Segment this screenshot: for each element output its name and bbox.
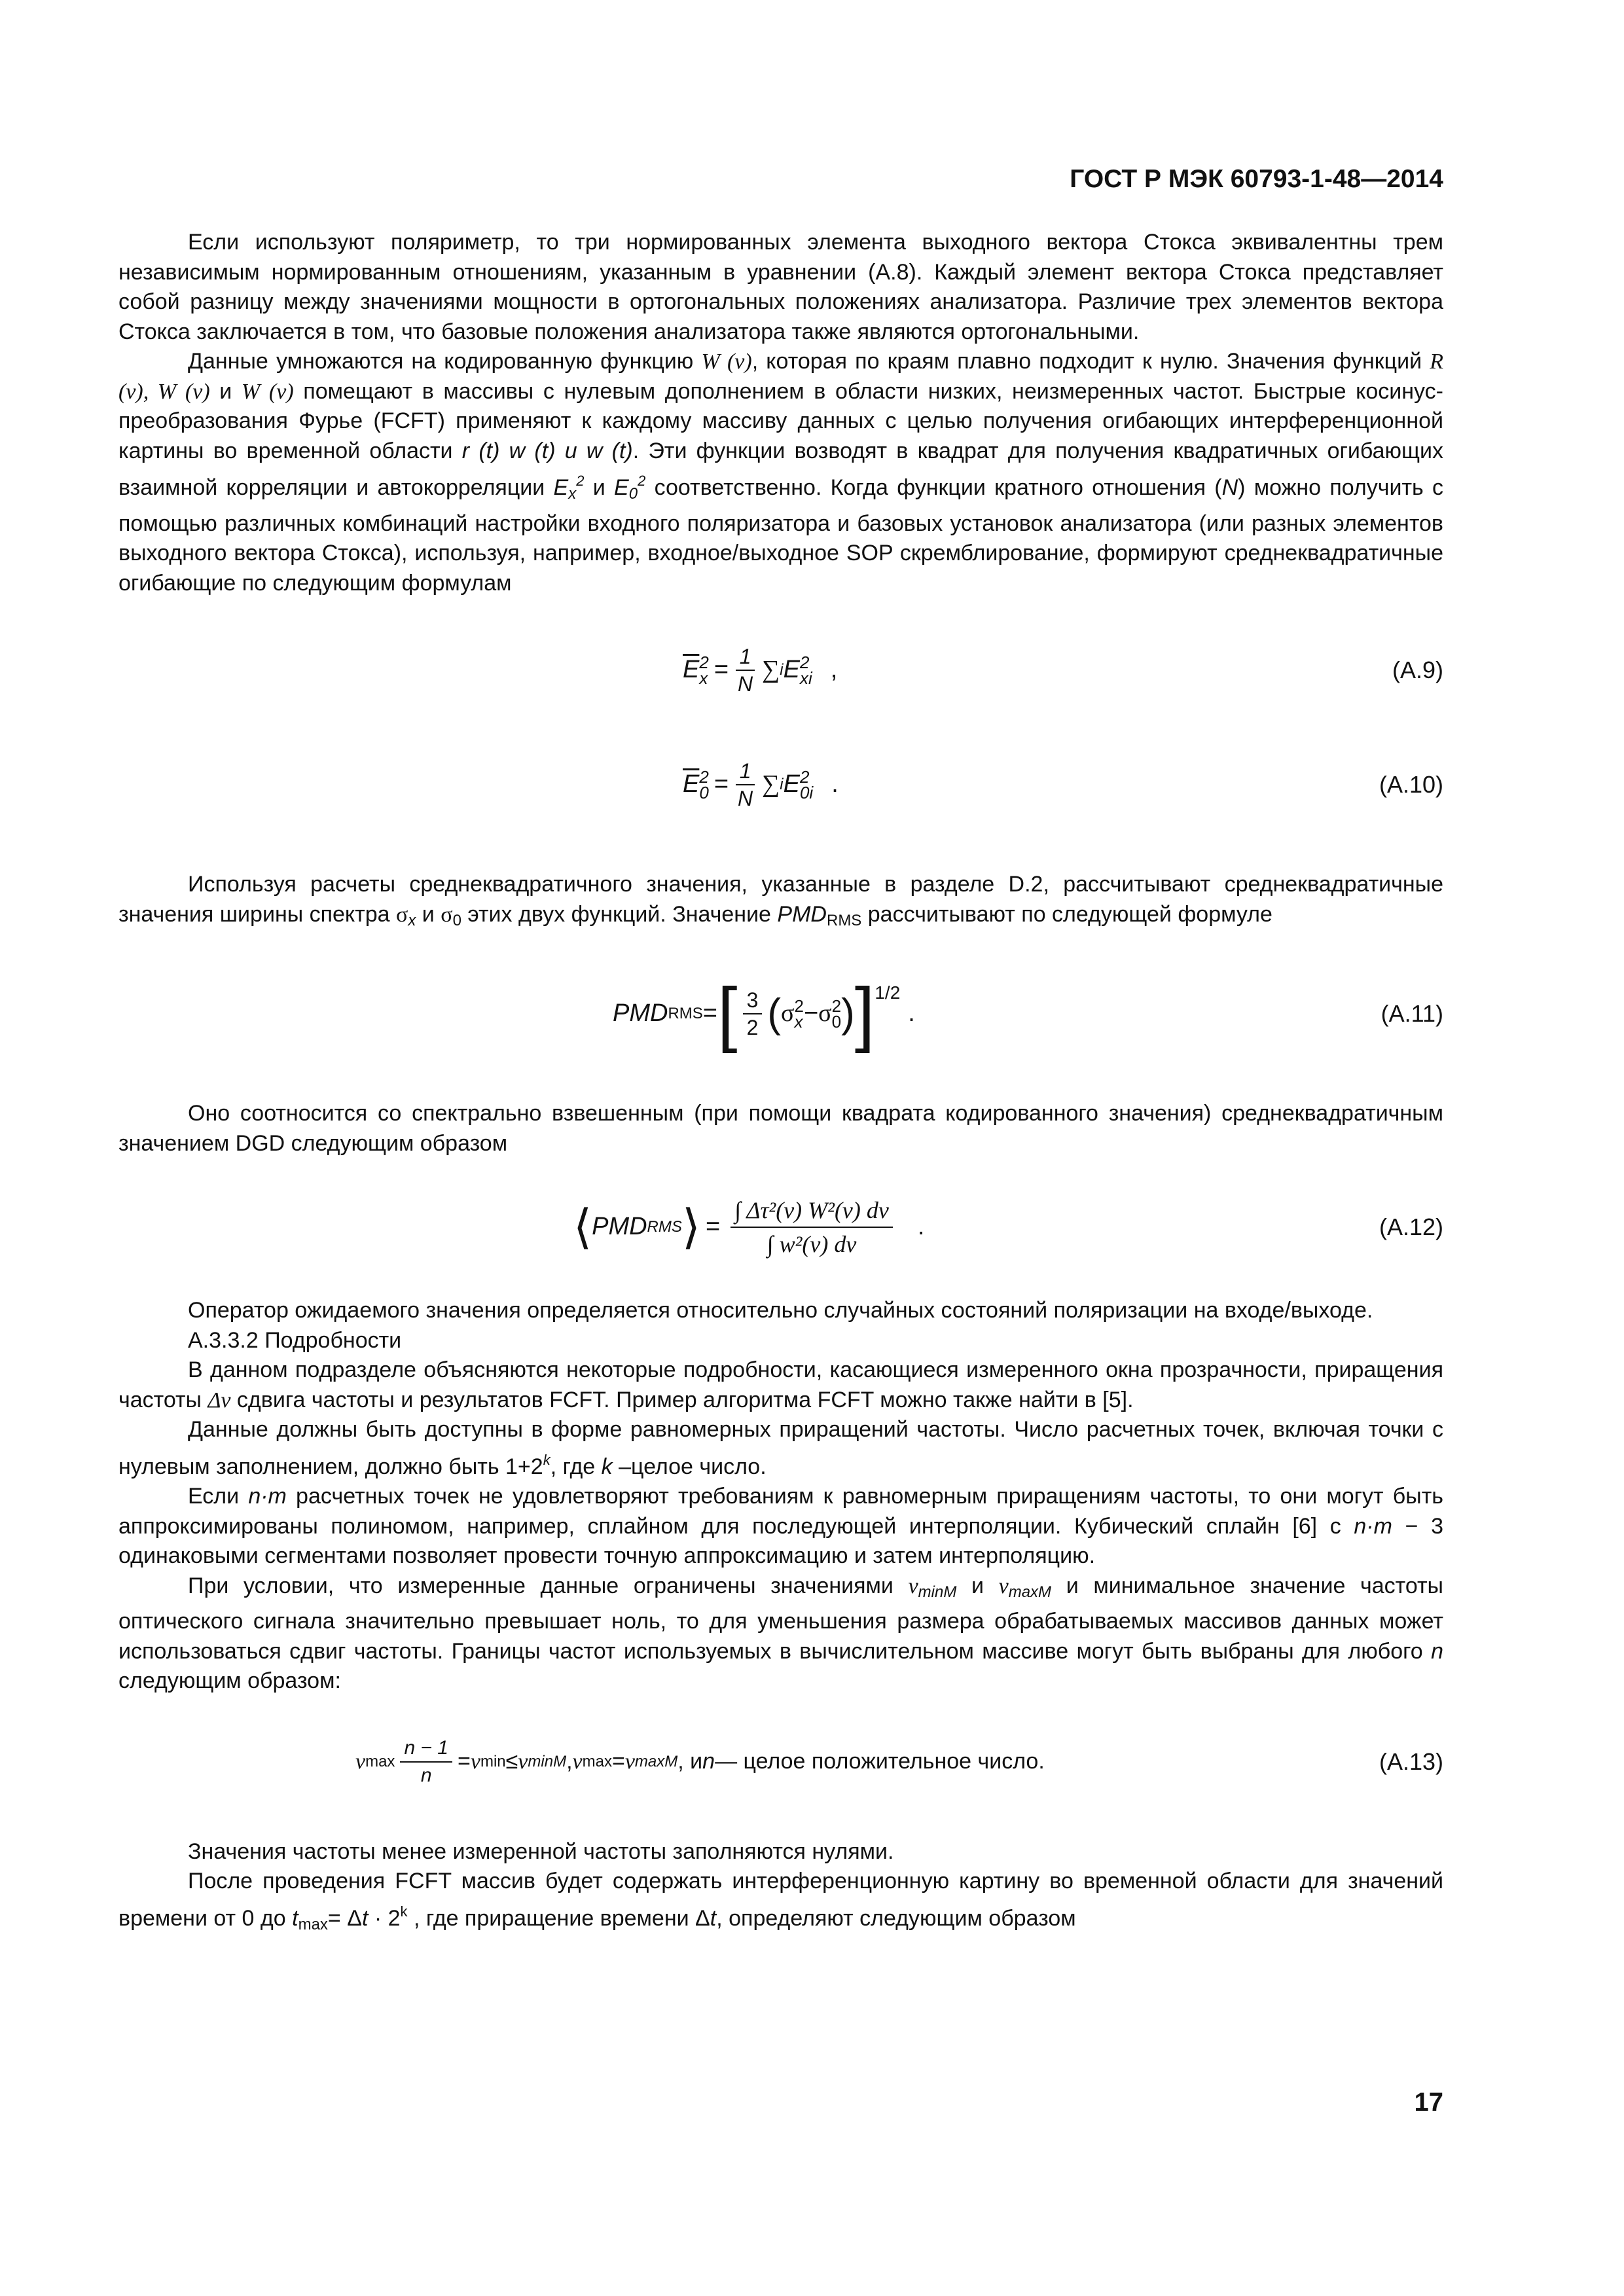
paragraph-spline: Если n·m расчетных точек не удовлетворяют требованиям к равномерным приращениям частоты, то они могут быть аппроксимированы полиномом, например, сплайном для последующей интерполяции. Кубический сплайн [6] с n·m − 3 одинаковыми сегментами позволяет провести точную аппроксимацию и затем интерполяцию. — [118, 1484, 1443, 1568]
paragraph-polarimeter: Если используют поляриметр, то три нормированных элемента выходного вектора Стокса эквивалентны трем независимым нормированным отношениям, указанным в уравнении (А.8). Каждый элемент вектора Стокса представляет собой разницу между значениями мощности в ортогональных положениях анализатора. Различие трех элементов вектора Стокса заключается в том, что базовые положения анализатора также являются ортогональными. — [118, 230, 1443, 344]
paragraph-uniform-increments: Данные должны быть доступны в форме равномерных приращений частоты. Число расчетных точек, включая точки с нулевым заполнением, должно быть $1+2^k$, где k –целое число. — [118, 1417, 1443, 1479]
equation-a9: $\overline{E}$ 2 x = $\frac{1}{N}$ ∑ i E 2 xi , (А.9) — [683, 645, 1443, 696]
equation-a10: $\overline{E}$ 2 0 = $\frac{1}{N}$ ∑ i E 2 0i . (А.10) — [683, 759, 1443, 810]
page-body — [118, 228, 1443, 1939]
paragraph-rms-width: Используя расчеты среднеквадратичного значения, указанные в разделе D.2, рассчитывают среднеквадратичные значения ширины спектра $\sigma_x$ и $\sigma_0$ этих двух функций. Значение $PMD_{RMS}$ рассчитывают по следующей формуле — [118, 872, 1443, 929]
paragraph-zero-fill: Значения частоты менее измеренной частоты заполняются нулями. — [188, 1839, 894, 1864]
equation-a13: ν max $\frac{n - 1}{n}$ = ν min ≤ ν minM , ν max = ν maxM , и n — целое положительное число. (А.13) — [118, 1713, 1443, 1811]
paragraph-details: В данном подразделе объясняются некоторые подробности, касающиеся измеренного окна прозрачности, приращения частоты Δν сдвига частоты и результатов FCFT. Пример алгоритма FCFT можно также найти в [5]. — [118, 1357, 1443, 1412]
document-header: ГОСТ Р МЭК 60793-1-48—2014 — [1070, 165, 1443, 193]
paragraph-frequency-bounds: При условии, что измеренные данные ограничены значениями $\nu_{minM}$ и $\nu_{maxM}$ и минимальное значение частоты оптического сигнала значительно превышает ноль, то для уменьшения размера обрабатываемых массивов данных может использоваться сдвиг частоты. Границы частот используемых в вычислительном массиве могут быть выбраны для любого n следующим образом: — [118, 1573, 1443, 1693]
paragraph-dgd: Оно соотносится со спектрально взвешенным (при помощи квадрата кодированного значения) среднеквадратичным значением DGD следующим образом — [118, 1101, 1443, 1156]
equation-a12: ⟨ PMD RMS ⟩ = $\frac{\text{∫ Δτ²(ν) W²(ν) dν}}{\text{∫ w²(ν) dν}}$ . (А.12) — [118, 1178, 1443, 1276]
section-heading-details: А.3.3.2 Подробности — [188, 1327, 402, 1353]
page-number: 17 — [1414, 2088, 1443, 2117]
paragraph-coded-function: Данные умножаются на кодированную функцию W (ν), которая по краям плавно подходит к нулю. Значения функций R (ν), W (ν) и W (ν) помещают в массивы с нулевым дополнением в области низких, неизмеренных частот. Быстрые косинус-преобразования Фурье (FCFT) применяют к каждому массиву данных с целью получения огибающих интерференционной картины во временной области r (t) w (t) и w (t). Эти функции возводят в квадрат для получения квадратичных огибающих взаимной корреляции и автокорреляции $E_x^2$ и $E_0^2$ соответственно. Когда функции кратного отношения (N) можно получить с помощью различных комбинаций настройки входного поляризатора и базовых установок анализатора (или разных элементов выходного вектора Стокса), используя, например, входное/выходное SOP скремблирование, формируют среднеквадратичные огибающие по следующим формулам — [118, 349, 1443, 596]
paragraph-time-domain: После проведения FCFT массив будет содержать интерференционную картину во временной области для значений времени от 0 до $t_{max}= \Delta t \cdot 2^k$ , где приращение времени Δt, определяют следующим образом — [118, 1869, 1443, 1933]
paragraph-expectation: Оператор ожидаемого значения определяется относительно случайных состояний поляризации на входе/выходе. — [188, 1298, 1373, 1323]
equation-a11: PMD RMS = [ $\frac{3}{2}$ ( σ 2 x − σ 2 0 ) ] 1/2 . (А.11) — [613, 973, 1443, 1054]
